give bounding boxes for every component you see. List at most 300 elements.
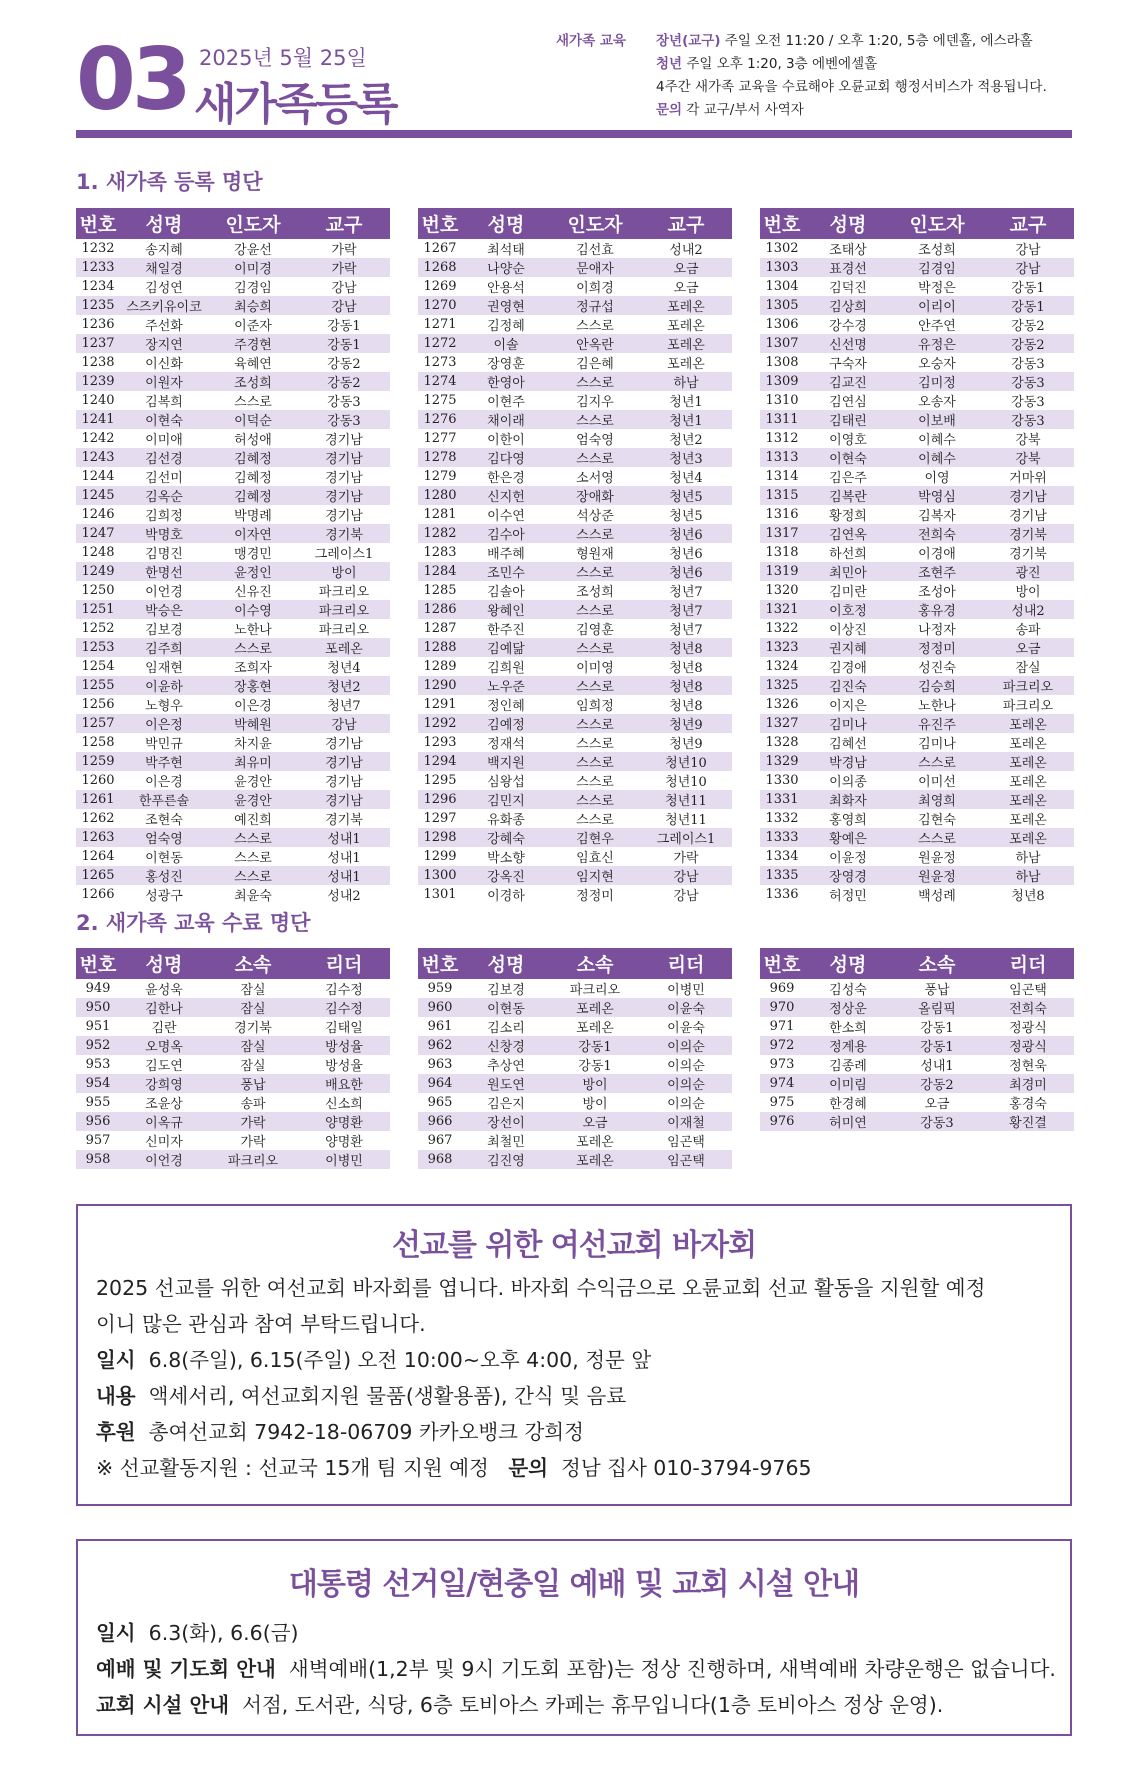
table-cell: 강동1 bbox=[298, 334, 390, 353]
education-info-line bbox=[656, 30, 1096, 53]
table-cell: 박혜원 bbox=[208, 714, 298, 733]
completion-table bbox=[760, 948, 1074, 1131]
table-cell: 이병민 bbox=[298, 1150, 390, 1169]
table-cell: 청년4 bbox=[669, 471, 703, 486]
table-cell: 구숙자 bbox=[829, 357, 867, 372]
table-cell: 송지혜 bbox=[145, 243, 183, 258]
table-row bbox=[418, 239, 732, 258]
column-header: 번호 bbox=[418, 948, 462, 979]
table-cell: 오금 bbox=[673, 281, 699, 296]
table-cell: 성내2 bbox=[669, 243, 703, 258]
table-cell: 한명선 bbox=[120, 562, 208, 581]
table-cell: 청년6 bbox=[640, 524, 732, 543]
column-header: 교구 bbox=[640, 208, 732, 239]
table-cell: 채일경 bbox=[120, 258, 208, 277]
column-header: 리더 bbox=[982, 948, 1074, 979]
table-cell: 이재철 bbox=[640, 1112, 732, 1131]
table-cell: 1249 bbox=[76, 562, 120, 581]
table-cell: 임곤택 bbox=[640, 1150, 732, 1169]
table-cell: 1247 bbox=[76, 524, 120, 543]
table-row bbox=[418, 828, 732, 847]
table-cell: 김란 bbox=[151, 1021, 177, 1036]
table-cell: 951 bbox=[85, 1019, 111, 1034]
table-cell: 정계용 bbox=[804, 1036, 892, 1055]
table-cell: 정상운 bbox=[804, 998, 892, 1017]
table-cell: 1336 bbox=[765, 887, 799, 902]
table-row bbox=[418, 771, 732, 790]
table-cell: 포레온 bbox=[1009, 737, 1047, 752]
table-cell: 신창경 bbox=[462, 1036, 550, 1055]
table-cell: 강남 bbox=[982, 258, 1074, 277]
table-cell: 1242 bbox=[81, 431, 115, 446]
table-cell: 잠실 bbox=[208, 1036, 298, 1055]
table-cell: 이영 bbox=[924, 471, 950, 486]
table-row bbox=[760, 828, 1074, 847]
table-cell: 정광식 bbox=[1009, 1021, 1047, 1036]
table-cell: 경기북 bbox=[1009, 547, 1047, 562]
table-cell: 강옥진 bbox=[462, 866, 550, 885]
table-cell: 최승희 bbox=[208, 296, 298, 315]
table-cell: 나양순 bbox=[462, 258, 550, 277]
table-cell: 김보경 bbox=[145, 623, 183, 638]
table-cell: 청년3 bbox=[640, 448, 732, 467]
table-row bbox=[76, 809, 390, 828]
education-info-line-label: 문의 bbox=[656, 102, 683, 118]
table-cell: 1281 bbox=[423, 507, 457, 522]
table-cell: 강동1 bbox=[920, 1021, 954, 1036]
table-cell: 김미정 bbox=[892, 372, 982, 391]
table-cell: 김수정 bbox=[325, 983, 363, 998]
table-row bbox=[76, 296, 390, 315]
table-cell: 김예정 bbox=[462, 714, 550, 733]
table-cell: 조성희 bbox=[918, 243, 956, 258]
table-cell: 임희정 bbox=[576, 699, 614, 714]
table-row bbox=[76, 1150, 390, 1169]
table-cell: 강동1 bbox=[327, 319, 361, 334]
table-cell: 포레온 bbox=[576, 1021, 614, 1036]
table-cell: 잠실 bbox=[240, 1059, 266, 1074]
table-row bbox=[418, 524, 732, 543]
table-cell: 문애자 bbox=[550, 258, 640, 277]
table-row bbox=[418, 998, 732, 1017]
holiday-notice bbox=[76, 1539, 1072, 1736]
table-cell: 파크리오 bbox=[982, 676, 1074, 695]
table-cell: 홍성진 bbox=[120, 866, 208, 885]
table-cell: 이윤숙 bbox=[667, 1021, 705, 1036]
column-header: 교구 bbox=[982, 208, 1074, 239]
table-cell: 김수정 bbox=[298, 998, 390, 1017]
table-cell: 장영경 bbox=[804, 866, 892, 885]
table-cell: 스스로 bbox=[208, 638, 298, 657]
table-cell: 1245 bbox=[76, 486, 120, 505]
table-cell: 1291 bbox=[423, 697, 457, 712]
table-cell: 김경임 bbox=[892, 258, 982, 277]
table-cell: 이호정 bbox=[804, 600, 892, 619]
table-cell: 가락 bbox=[331, 243, 357, 258]
table-row bbox=[760, 676, 1074, 695]
table-cell: 김다영 bbox=[462, 448, 550, 467]
table-cell: 홍영희 bbox=[829, 813, 867, 828]
table-row bbox=[418, 695, 732, 714]
table-cell: 하남 bbox=[1015, 851, 1041, 866]
education-info-line-label: 청년 bbox=[656, 56, 683, 72]
table-cell: 오금 bbox=[982, 638, 1074, 657]
table-cell: 조태상 bbox=[829, 243, 867, 258]
table-cell: 강동3 bbox=[982, 372, 1074, 391]
table-row bbox=[760, 752, 1074, 771]
table-cell: 966 bbox=[418, 1112, 462, 1131]
table-cell: 청년8 bbox=[1011, 889, 1045, 904]
table-cell: 957 bbox=[85, 1133, 111, 1148]
table-cell: 노형우 bbox=[145, 699, 183, 714]
page-header bbox=[76, 30, 1076, 130]
holiday-facility-row bbox=[78, 1687, 1070, 1723]
table-row bbox=[76, 1055, 390, 1074]
table-cell: 1309 bbox=[760, 372, 804, 391]
table-cell: 이미림 bbox=[804, 1074, 892, 1093]
table-cell: 소서영 bbox=[576, 471, 614, 486]
table-cell: 1287 bbox=[423, 621, 457, 636]
table-cell: 이한이 bbox=[487, 433, 525, 448]
table-cell: 강동2 bbox=[327, 357, 361, 372]
table-row bbox=[76, 334, 390, 353]
table-cell: 1266 bbox=[81, 887, 115, 902]
table-cell: 주경현 bbox=[208, 334, 298, 353]
table-cell: 1237 bbox=[76, 334, 120, 353]
table-cell: 엄숙영 bbox=[576, 433, 614, 448]
table-cell: 1233 bbox=[76, 258, 120, 277]
table-cell: 청년5 bbox=[640, 486, 732, 505]
bazaar-contact-label: 문의 bbox=[508, 1456, 548, 1480]
table-cell: 청년6 bbox=[640, 562, 732, 581]
table-cell: 그레이스1 bbox=[640, 828, 732, 847]
table-row bbox=[760, 486, 1074, 505]
table-cell: 청년9 bbox=[669, 737, 703, 752]
table-row bbox=[418, 1074, 732, 1093]
table-cell: 임곤택 bbox=[667, 1135, 705, 1150]
table-row bbox=[760, 562, 1074, 581]
table-cell: 신소희 bbox=[325, 1097, 363, 1112]
table-row bbox=[760, 258, 1074, 277]
table-cell: 스스로 bbox=[550, 676, 640, 695]
table-cell: 허성애 bbox=[234, 433, 272, 448]
table-cell: 포레온 bbox=[640, 334, 732, 353]
table-cell: 1235 bbox=[76, 296, 120, 315]
table-cell: 1322 bbox=[765, 621, 799, 636]
table-cell: 경기남 bbox=[325, 509, 363, 524]
table-cell: 김수아 bbox=[462, 524, 550, 543]
table-cell: 1240 bbox=[81, 393, 115, 408]
table-cell: 풍납 bbox=[924, 983, 950, 998]
table-row bbox=[760, 714, 1074, 733]
table-cell: 강동1 bbox=[892, 1036, 982, 1055]
table-cell: 배요한 bbox=[298, 1074, 390, 1093]
table-cell: 1238 bbox=[81, 355, 115, 370]
table-row bbox=[418, 486, 732, 505]
table-row bbox=[760, 296, 1074, 315]
table-cell: 1328 bbox=[765, 735, 799, 750]
table-cell: 김진영 bbox=[462, 1150, 550, 1169]
table-row bbox=[418, 258, 732, 277]
table-cell: 조윤상 bbox=[145, 1097, 183, 1112]
table-cell: 강남 bbox=[640, 866, 732, 885]
table-cell: 이의순 bbox=[640, 1036, 732, 1055]
table-cell: 1330 bbox=[765, 773, 799, 788]
table-cell: 추상연 bbox=[487, 1059, 525, 1074]
table-cell: 김경임 bbox=[234, 281, 272, 296]
table-cell: 김복자 bbox=[918, 509, 956, 524]
table-cell: 이리이 bbox=[892, 296, 982, 315]
table-cell: 성진숙 bbox=[918, 661, 956, 676]
table-row bbox=[760, 524, 1074, 543]
table-cell: 974 bbox=[760, 1074, 804, 1093]
table-cell: 포레온 bbox=[982, 752, 1074, 771]
table-cell: 1331 bbox=[760, 790, 804, 809]
column-header: 소속 bbox=[208, 948, 298, 979]
table-cell: 윤경안 bbox=[234, 775, 272, 790]
table-row bbox=[418, 600, 732, 619]
table-row bbox=[760, 771, 1074, 790]
table-row bbox=[418, 885, 732, 904]
table-cell: 청년1 bbox=[669, 395, 703, 410]
table-cell: 1292 bbox=[418, 714, 462, 733]
table-cell: 강수경 bbox=[829, 319, 867, 334]
table-cell: 961 bbox=[427, 1019, 453, 1034]
column-header: 번호 bbox=[418, 208, 462, 239]
table-cell: 송파 bbox=[1015, 623, 1041, 638]
table-cell: 포레온 bbox=[550, 998, 640, 1017]
table-cell: 조성희 bbox=[576, 585, 614, 600]
table-cell: 포레온 bbox=[1009, 813, 1047, 828]
table-cell: 이의순 bbox=[667, 1097, 705, 1112]
table-row bbox=[418, 1131, 732, 1150]
table-cell: 1307 bbox=[760, 334, 804, 353]
table-row bbox=[76, 600, 390, 619]
table-cell: 조현숙 bbox=[145, 813, 183, 828]
table-row bbox=[418, 847, 732, 866]
table-cell: 강남 bbox=[298, 296, 390, 315]
table-cell: 이수연 bbox=[487, 509, 525, 524]
table-cell: 1327 bbox=[760, 714, 804, 733]
table-cell: 성광구 bbox=[145, 889, 183, 904]
table-cell: 이윤하 bbox=[120, 676, 208, 695]
table-cell: 거마위 bbox=[1009, 471, 1047, 486]
table-cell: 1269 bbox=[423, 279, 457, 294]
table-cell: 이수영 bbox=[208, 600, 298, 619]
table-row bbox=[76, 277, 390, 296]
table-cell: 청년7 bbox=[327, 699, 361, 714]
table-cell: 청년6 bbox=[669, 547, 703, 562]
table-cell: 김예닮 bbox=[462, 638, 550, 657]
table-cell: 경기북 bbox=[325, 813, 363, 828]
table-row bbox=[418, 505, 732, 524]
table-cell: 청년10 bbox=[665, 775, 707, 790]
table-row bbox=[418, 979, 732, 998]
table-cell: 한경혜 bbox=[829, 1097, 867, 1112]
table-cell: 오명옥 bbox=[120, 1036, 208, 1055]
table-row bbox=[418, 334, 732, 353]
table-cell: 1246 bbox=[81, 507, 115, 522]
table-row bbox=[760, 866, 1074, 885]
bulletin-date: 2025년 5월 25일 bbox=[199, 46, 367, 70]
table-row bbox=[76, 1112, 390, 1131]
column-header: 성명 bbox=[120, 948, 208, 979]
table-cell: 강북 bbox=[982, 448, 1074, 467]
table-cell: 1256 bbox=[81, 697, 115, 712]
table-cell: 1272 bbox=[418, 334, 462, 353]
table-row bbox=[418, 448, 732, 467]
table-cell: 이덕순 bbox=[208, 410, 298, 429]
table-cell: 1268 bbox=[418, 258, 462, 277]
table-cell: 맹경민 bbox=[234, 547, 272, 562]
table-cell: 1264 bbox=[81, 849, 115, 864]
table-cell: 안주연 bbox=[918, 319, 956, 334]
table-cell: 김지우 bbox=[576, 395, 614, 410]
table-cell: 황정희 bbox=[829, 509, 867, 524]
table-row bbox=[760, 695, 1074, 714]
table-cell: 이미영 bbox=[576, 661, 614, 676]
table-cell: 1234 bbox=[81, 279, 115, 294]
table-row bbox=[418, 410, 732, 429]
table-cell: 장영훈 bbox=[487, 357, 525, 372]
registration-table bbox=[418, 208, 732, 904]
table-row bbox=[760, 429, 1074, 448]
table-cell: 김은지 bbox=[487, 1097, 525, 1112]
table-cell: 강동1 bbox=[578, 1059, 612, 1074]
table-cell: 김은혜 bbox=[576, 357, 614, 372]
table-cell: 경기북 bbox=[298, 524, 390, 543]
table-cell: 972 bbox=[760, 1036, 804, 1055]
table-cell: 강동3 bbox=[327, 395, 361, 410]
table-row bbox=[418, 619, 732, 638]
table-cell: 최화자 bbox=[804, 790, 892, 809]
column-header: 성명 bbox=[462, 948, 550, 979]
table-cell: 차지윤 bbox=[234, 737, 272, 752]
table-cell: 김선효 bbox=[576, 243, 614, 258]
bazaar-sponsor-label: 후원 bbox=[96, 1420, 136, 1444]
table-cell: 오금 bbox=[550, 1112, 640, 1131]
table-row bbox=[760, 1036, 1074, 1055]
table-cell: 파크리오 bbox=[569, 983, 621, 998]
table-row bbox=[76, 619, 390, 638]
table-cell: 김성숙 bbox=[829, 983, 867, 998]
table-cell: 1317 bbox=[760, 524, 804, 543]
table-cell: 김성연 bbox=[145, 281, 183, 296]
table-row bbox=[76, 410, 390, 429]
table-cell: 임효신 bbox=[576, 851, 614, 866]
table-cell: 잠실 bbox=[1015, 661, 1041, 676]
table-cell: 스스로 bbox=[234, 395, 272, 410]
table-cell: 스스로 bbox=[550, 600, 640, 619]
table-cell: 파크리오 bbox=[208, 1150, 298, 1169]
table-cell: 청년7 bbox=[640, 600, 732, 619]
table-cell: 조성아 bbox=[918, 585, 956, 600]
table-row bbox=[76, 372, 390, 391]
table-cell: 이은경 bbox=[234, 699, 272, 714]
table-cell: 스스로 bbox=[550, 372, 640, 391]
table-cell: 한소희 bbox=[829, 1021, 867, 1036]
table-cell: 1248 bbox=[81, 545, 115, 560]
table-cell: 원도연 bbox=[462, 1074, 550, 1093]
table-cell: 스스로 bbox=[234, 851, 272, 866]
table-cell: 1250 bbox=[81, 583, 115, 598]
table-cell: 김미란 bbox=[829, 585, 867, 600]
table-row bbox=[418, 353, 732, 372]
table-cell: 방이 bbox=[550, 1074, 640, 1093]
table-cell: 청년11 bbox=[665, 813, 707, 828]
table-cell: 하남 bbox=[640, 372, 732, 391]
column-header: 번호 bbox=[76, 208, 120, 239]
table-cell: 경기남 bbox=[982, 486, 1074, 505]
table-cell: 양명환 bbox=[298, 1112, 390, 1131]
table-cell: 스스로 bbox=[892, 752, 982, 771]
table-cell: 1293 bbox=[423, 735, 457, 750]
table-cell: 강동2 bbox=[1011, 319, 1045, 334]
table-cell: 976 bbox=[760, 1112, 804, 1131]
table-cell: 파크리오 bbox=[298, 600, 390, 619]
table-cell: 1297 bbox=[423, 811, 457, 826]
table-cell: 장지연 bbox=[120, 334, 208, 353]
table-cell: 박명호 bbox=[120, 524, 208, 543]
table-row bbox=[760, 277, 1074, 296]
table-cell: 정현욱 bbox=[1009, 1059, 1047, 1074]
table-cell: 971 bbox=[769, 1019, 795, 1034]
table-cell: 스스로 bbox=[550, 410, 640, 429]
table-cell: 이솔 bbox=[462, 334, 550, 353]
table-cell: 청년7 bbox=[669, 585, 703, 600]
table-cell: 1290 bbox=[418, 676, 462, 695]
table-cell: 이영호 bbox=[829, 433, 867, 448]
table-cell: 강동1 bbox=[1011, 281, 1045, 296]
table-cell: 육혜연 bbox=[234, 357, 272, 372]
table-row bbox=[76, 885, 390, 904]
table-cell: 배주혜 bbox=[487, 547, 525, 562]
table-cell: 경기남 bbox=[298, 448, 390, 467]
table-cell: 969 bbox=[769, 981, 795, 996]
table-cell: 성내2 bbox=[327, 889, 361, 904]
table-cell: 이보배 bbox=[892, 410, 982, 429]
table-row bbox=[760, 353, 1074, 372]
table-cell: 이미경 bbox=[208, 258, 298, 277]
table-row bbox=[418, 752, 732, 771]
table-cell: 1314 bbox=[765, 469, 799, 484]
table-cell: 광진 bbox=[982, 562, 1074, 581]
table-cell: 이언경 bbox=[120, 1150, 208, 1169]
table-cell: 최철민 bbox=[487, 1135, 525, 1150]
table-cell: 청년7 bbox=[669, 623, 703, 638]
table-cell: 1255 bbox=[76, 676, 120, 695]
table-cell: 박소향 bbox=[487, 851, 525, 866]
table-cell: 가락 bbox=[240, 1135, 266, 1150]
table-cell: 청년2 bbox=[669, 433, 703, 448]
holiday-date-label: 일시 bbox=[96, 1621, 136, 1645]
table-cell: 강남 bbox=[298, 714, 390, 733]
table-cell: 이윤정 bbox=[829, 851, 867, 866]
bazaar-sponsor: 총여선교회 7942-18-06709 카카오뱅크 강희정 bbox=[148, 1420, 584, 1444]
table-row bbox=[76, 562, 390, 581]
table-cell: 이병민 bbox=[667, 983, 705, 998]
table-cell: 스스로 bbox=[550, 790, 640, 809]
table-cell: 한은경 bbox=[487, 471, 525, 486]
table-cell: 1324 bbox=[765, 659, 799, 674]
table-cell: 박주현 bbox=[120, 752, 208, 771]
holiday-title: 대통령 선거일/현충일 예배 및 교회 시설 안내 bbox=[288, 1567, 860, 1602]
table-cell: 박민규 bbox=[145, 737, 183, 752]
table-row bbox=[418, 581, 732, 600]
table-cell: 안옥란 bbox=[550, 334, 640, 353]
table-cell: 1325 bbox=[760, 676, 804, 695]
table-cell: 김명진 bbox=[145, 547, 183, 562]
